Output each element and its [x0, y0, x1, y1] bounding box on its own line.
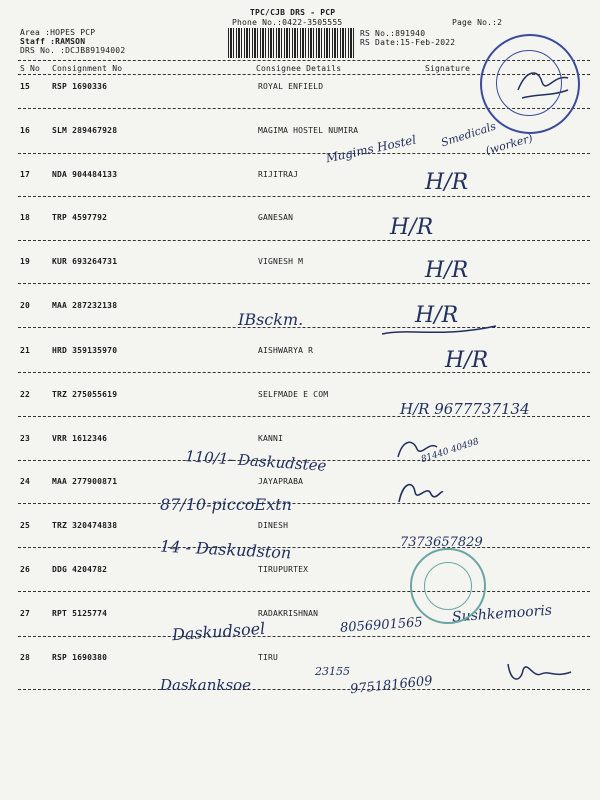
- table-row: [0, 565, 600, 611]
- table-row: [0, 213, 600, 259]
- row-consignment: TRZ 275055619: [52, 390, 118, 399]
- area-label: Area :HOPES PCP: [20, 28, 96, 37]
- row-rule: [18, 240, 590, 241]
- signature-row24: [395, 478, 445, 506]
- table-row: [0, 346, 600, 392]
- row-rule: [18, 547, 590, 548]
- row-rule: [18, 636, 590, 637]
- row-consignee: RIJITRAJ: [258, 170, 299, 179]
- phone-number: Phone No.:0422-3505555: [232, 18, 343, 27]
- row-consignee: JAYAPRABA: [258, 477, 304, 486]
- row-rule: [18, 283, 590, 284]
- row-consignment: NDA 904484133: [52, 170, 118, 179]
- table-row: [0, 521, 600, 567]
- page-number: Page No.:2: [452, 18, 503, 27]
- row-consignment: KUR 693264731: [52, 257, 118, 266]
- col-sno: S No: [20, 64, 41, 73]
- rs-number: RS No.:891940: [360, 29, 426, 38]
- handwriting-row19: H/R: [425, 258, 469, 283]
- row-sno: 20: [20, 301, 31, 310]
- row-sno: 22: [20, 390, 31, 399]
- handwriting-row27-a: Daskudsoel: [171, 618, 266, 645]
- row-sno: 27: [20, 609, 31, 618]
- row-consignee: AISHWARYA R: [258, 346, 314, 355]
- row-sno: 24: [20, 477, 31, 486]
- row-consignment: RPT 5125774: [52, 609, 108, 618]
- barcode: [228, 28, 356, 58]
- handwriting-row20-b: H/R: [415, 303, 459, 328]
- row-rule: [18, 327, 590, 328]
- row-consignee: DINESH: [258, 521, 289, 530]
- company-stamp: [480, 34, 580, 134]
- col-signature: Signature: [425, 64, 471, 73]
- handwriting-row23-b: 81440 40498: [419, 436, 481, 466]
- row-consignee: TIRU: [258, 653, 279, 662]
- row-consignment: TRZ 320474838: [52, 521, 118, 530]
- row-rule: [18, 503, 590, 504]
- row-consignee: MAGIMA HOSTEL NUMIRA: [258, 126, 359, 135]
- company-stamp-faded: [410, 548, 486, 624]
- row-consignment: TRP 4597792: [52, 213, 108, 222]
- row-sno: 21: [20, 346, 31, 355]
- handwriting-row21: H/R: [445, 348, 489, 373]
- handwriting-row22: H/R 9677737134: [400, 400, 530, 418]
- row-consignment: MAA 287232138: [52, 301, 118, 310]
- row-consignee: KANNI: [258, 434, 284, 443]
- row-consignee: SELFMADE E COM: [258, 390, 329, 399]
- row-sno: 18: [20, 213, 31, 222]
- row-consignee: GANESAN: [258, 213, 294, 222]
- row-rule: [18, 153, 590, 154]
- signature-row23: [395, 437, 440, 462]
- col-consignee: Consignee Details: [256, 64, 342, 73]
- row-consignment: RSP 1690336: [52, 82, 108, 91]
- row-consignee: RADAKRISHNAN: [258, 609, 319, 618]
- row-consignment: DDG 4204782: [52, 565, 108, 574]
- row-rule: [18, 196, 590, 197]
- row-sno: 16: [20, 126, 31, 135]
- handwriting-row25-b: 7373657829: [400, 535, 483, 550]
- signature-underline-row20: [380, 320, 500, 340]
- row-rule: [18, 689, 590, 690]
- row-consignee: VIGNESH M: [258, 257, 304, 266]
- staff-label: Staff :RAMSON: [20, 37, 86, 46]
- row-consignee: ROYAL ENFIELD: [258, 82, 324, 91]
- table-row: [0, 477, 600, 523]
- row-consignment: VRR 1612346: [52, 434, 108, 443]
- handwriting-row28-b: 23155: [315, 665, 350, 678]
- row-rule: [18, 372, 590, 373]
- handwriting-row18: H/R: [390, 215, 434, 240]
- row-sno: 15: [20, 82, 31, 91]
- handwriting-row24: 87/10-piccoExtn: [160, 495, 292, 514]
- rs-date: RS Date:15-Feb-2022: [360, 38, 456, 47]
- handwriting-row28-a: Daskanksoe: [160, 676, 252, 694]
- row-consignment: HRD 359135970: [52, 346, 118, 355]
- table-row: [0, 170, 600, 216]
- row-sno: 23: [20, 434, 31, 443]
- row-sno: 19: [20, 257, 31, 266]
- row-sno: 25: [20, 521, 31, 530]
- handwriting-row28-c: 9751816609: [349, 673, 434, 698]
- signature-row28: [505, 658, 575, 686]
- handwriting-row16-b: Smedicals: [439, 119, 498, 150]
- sheet-title: TPC/CJB DRS - PCP: [250, 8, 336, 17]
- row-consignment: MAA 277900871: [52, 477, 118, 486]
- handwriting-row17: H/R: [425, 170, 469, 195]
- drs-number: DRS No. :DCJB89194002: [20, 46, 126, 55]
- handwriting-row25-a: 14 - Daskudston: [159, 536, 292, 563]
- row-sno: 17: [20, 170, 31, 179]
- row-consignment: SLM 289467928: [52, 126, 118, 135]
- handwriting-row27-c: Sushkemooris: [451, 602, 553, 626]
- row-rule: [18, 591, 590, 592]
- handwriting-row16-c: (worker): [484, 131, 535, 158]
- row-consignment: RSP 1690380: [52, 653, 108, 662]
- col-consignment: Consignment No: [52, 64, 123, 73]
- table-row: [0, 257, 600, 303]
- handwriting-row20-a: IBsckm.: [238, 310, 304, 329]
- row-sno: 26: [20, 565, 31, 574]
- handwriting-row23-a: 110/1- Daskudstee: [184, 447, 328, 475]
- handwriting-row27-b: 8056901565: [339, 615, 424, 636]
- handwriting-row16-a: Magims Hostel: [324, 132, 418, 166]
- row-sno: 28: [20, 653, 31, 662]
- row-consignee: TIRUPURTEX: [258, 565, 309, 574]
